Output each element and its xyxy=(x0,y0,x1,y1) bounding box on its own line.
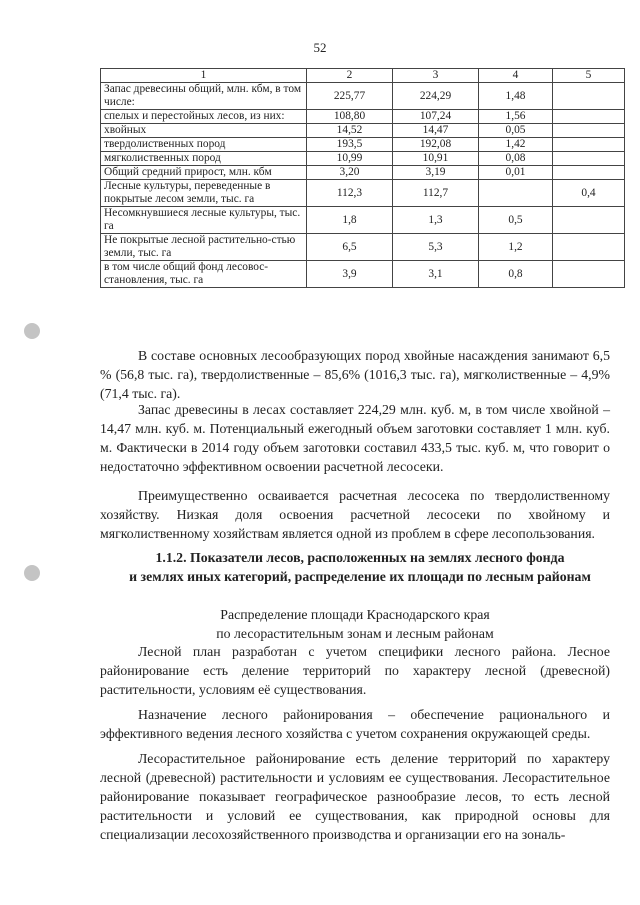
subsection-title xyxy=(100,605,610,643)
value-cell: 10,91 xyxy=(393,152,479,166)
paragraph-timber-stock xyxy=(100,400,610,476)
row-label-cell: Лесные культуры, переведенные в покрытые лесом земли, тыс. га xyxy=(101,180,307,207)
page-number: 52 xyxy=(313,40,327,55)
paragraph: Преимущественно осваивается расчетная лесосека по твердолиственному хозяйству. Низкая доля освоения расчетной лесосеки по хвойному и мягколиственному хозяйствам является одной из проблем в сфере лесопользования. xyxy=(100,488,610,541)
section-heading xyxy=(100,548,620,586)
value-cell xyxy=(553,138,625,152)
value-cell xyxy=(553,234,625,261)
table-header-cell: 3 xyxy=(393,69,479,83)
value-cell: 108,80 xyxy=(307,110,393,124)
row-label-cell: Общий средний прирост, млн. кбм xyxy=(101,166,307,180)
table-header-cell: 2 xyxy=(307,69,393,83)
table-row xyxy=(101,180,625,207)
value-cell: 6,5 xyxy=(307,234,393,261)
value-cell: 107,24 xyxy=(393,110,479,124)
row-label-cell: в том числе общий фонд лесовос-становления, тыс. га xyxy=(101,261,307,288)
value-cell: 224,29 xyxy=(393,83,479,110)
value-cell: 193,5 xyxy=(307,138,393,152)
body-text xyxy=(100,642,610,844)
value-cell: 0,05 xyxy=(479,124,553,138)
table-header-cell: 4 xyxy=(479,69,553,83)
value-cell: 1,48 xyxy=(479,83,553,110)
row-label-cell: хвойных xyxy=(101,124,307,138)
forest-stock-table xyxy=(100,68,625,288)
value-cell: 1,2 xyxy=(479,234,553,261)
subsection-title-line: по лесорастительным зонам и лесным районам xyxy=(216,626,494,641)
value-cell: 14,47 xyxy=(393,124,479,138)
paragraph: Назначение лесного районирования – обеспечение рационального и эффективного ведения лесного хозяйства с учетом сохранения окружающей среды. xyxy=(100,707,610,741)
value-cell: 14,52 xyxy=(307,124,393,138)
section-heading-line: 1.1.2. Показатели лесов, расположенных на землях лесного фонда xyxy=(155,550,565,565)
paragraph: Лесной план разработан с учетом специфики лесного района. Лесное районирование есть деление территорий по характеру лесной (древесной) растительности, условиям её существования. xyxy=(100,644,610,697)
binder-hole xyxy=(24,323,40,339)
paragraph: Лесорастительное районирование есть деление территорий по характеру лесной (древесной) растительности и условиям ее существования. Лесорастительное районирование показывает географическое разнообразие лесов, то есть лесной растительности и условий ее существования, как природной основы для специализации лесохозяйственного производства и организации его на зональ- xyxy=(100,751,610,842)
value-cell: 1,56 xyxy=(479,110,553,124)
table-row xyxy=(101,261,625,288)
paragraph: В составе основных лесообразующих пород хвойные насаждения занимают 6,5 % (56,8 тыс. га), твердолиственные – 85,6% (1016,3 тыс. га), мягколиственные – 4,9% (71,4 тыс. га). xyxy=(100,348,610,401)
table-row xyxy=(101,124,625,138)
table-row xyxy=(101,166,625,180)
value-cell: 192,08 xyxy=(393,138,479,152)
value-cell xyxy=(479,180,553,207)
value-cell: 0,01 xyxy=(479,166,553,180)
value-cell xyxy=(553,152,625,166)
value-cell: 10,99 xyxy=(307,152,393,166)
value-cell: 3,20 xyxy=(307,166,393,180)
table-row xyxy=(101,234,625,261)
paragraph-cutting-area xyxy=(100,486,610,543)
paragraph: Запас древесины в лесах составляет 224,29 млн. куб. м, в том числе хвойной – 14,47 млн. куб. м. Потенциальный ежегодный объем заготовки составляет 1 млн. куб. м. Фактически в 2014 году объем заготовки составил 433,5 тыс. куб. м, что говорит о недостаточно эффективном освоении расчетной лесосеки. xyxy=(100,402,610,474)
row-label-cell: Не покрытые лесной растительно-стью земли, тыс. га xyxy=(101,234,307,261)
table-header-cell: 1 xyxy=(101,69,307,83)
table-row xyxy=(101,138,625,152)
value-cell: 1,8 xyxy=(307,207,393,234)
value-cell: 5,3 xyxy=(393,234,479,261)
value-cell: 3,19 xyxy=(393,166,479,180)
value-cell: 3,1 xyxy=(393,261,479,288)
value-cell: 0,8 xyxy=(479,261,553,288)
row-label-cell: Несомкнувшиеся лесные культуры, тыс. га xyxy=(101,207,307,234)
value-cell: 0,4 xyxy=(553,180,625,207)
table-header-cell: 5 xyxy=(553,69,625,83)
row-label-cell: мягколиственных пород xyxy=(101,152,307,166)
table-row xyxy=(101,207,625,234)
value-cell xyxy=(553,110,625,124)
table-row xyxy=(101,152,625,166)
row-label-cell: спелых и перестойных лесов, из них: xyxy=(101,110,307,124)
value-cell xyxy=(553,83,625,110)
value-cell xyxy=(553,124,625,138)
value-cell: 1,3 xyxy=(393,207,479,234)
value-cell xyxy=(553,207,625,234)
value-cell: 3,9 xyxy=(307,261,393,288)
row-label-cell: твердолиственных пород xyxy=(101,138,307,152)
value-cell: 112,3 xyxy=(307,180,393,207)
row-label-cell: Запас древесины общий, млн. кбм, в том числе: xyxy=(101,83,307,110)
value-cell: 0,08 xyxy=(479,152,553,166)
value-cell: 1,42 xyxy=(479,138,553,152)
paragraph-species-composition xyxy=(100,346,610,403)
value-cell xyxy=(553,166,625,180)
table-header-row xyxy=(101,69,625,83)
subsection-title-line: Распределение площади Краснодарского края xyxy=(220,607,490,622)
binder-hole xyxy=(24,565,40,581)
value-cell: 112,7 xyxy=(393,180,479,207)
value-cell xyxy=(553,261,625,288)
table-row xyxy=(101,110,625,124)
section-heading-line: и землях иных категорий, распределение их площади по лесным районам xyxy=(129,569,591,584)
value-cell: 0,5 xyxy=(479,207,553,234)
table-row xyxy=(101,83,625,110)
value-cell: 225,77 xyxy=(307,83,393,110)
